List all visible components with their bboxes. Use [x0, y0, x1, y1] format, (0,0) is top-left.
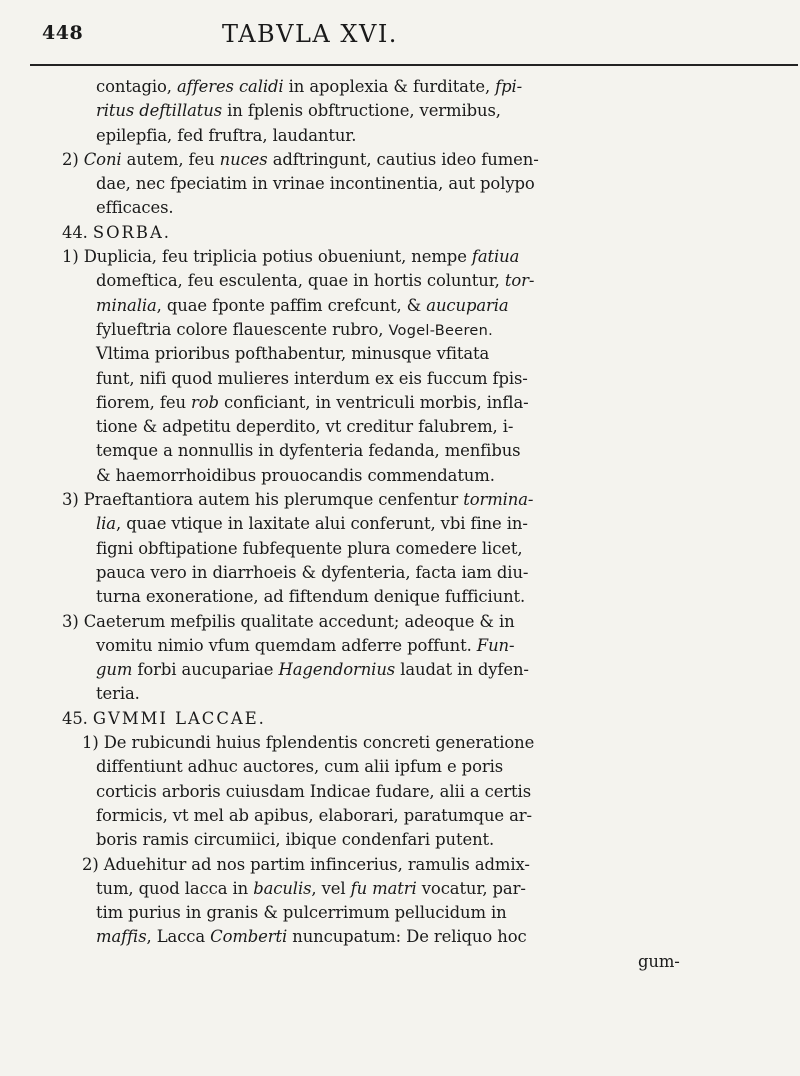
text-run: formicis, vt mel ab apibus, elaborari, paratumque ar-: [96, 805, 532, 825]
text-run: autem, feu: [121, 149, 220, 169]
item-marker: 44.: [62, 222, 93, 242]
italic-term: fu matri: [350, 878, 417, 898]
italic-term: fatiua: [471, 247, 520, 267]
italic-term: Hagendornius: [278, 660, 396, 680]
text-line: [62, 221, 774, 245]
text-line: [62, 464, 774, 488]
text-run: nuncupatum: De reliquo hoc: [287, 927, 527, 947]
text-line: [62, 294, 774, 318]
text-run: efficaces.: [96, 198, 174, 218]
text-run: gum-: [638, 951, 680, 971]
text-line: [62, 537, 774, 561]
text-run: vomitu nimio vfum quemdam adferre poffunt.: [96, 635, 477, 655]
text-run: conficiant, in ventriculi morbis, infla-: [218, 392, 529, 412]
italic-term: tor-: [504, 271, 535, 291]
text-line: [62, 707, 774, 731]
italic-term: ritus deftillatus: [96, 101, 223, 121]
italic-term: maffis: [96, 927, 147, 947]
item-marker: 2): [82, 854, 104, 874]
text-run: adftringunt, cautius ideo fumen-: [267, 149, 539, 169]
text-line: [62, 148, 774, 172]
body-text: [62, 75, 774, 974]
page-number: 448: [42, 22, 84, 44]
italic-term: Fun-: [476, 635, 515, 655]
text-run: epilepfia, fed fruftra, laudantur.: [96, 125, 357, 145]
text-line: [62, 780, 774, 804]
text-line: [62, 342, 774, 366]
text-run: , quae vtique in laxitate alui conferunt, vbi fine in-: [115, 514, 528, 534]
item-marker: 1): [62, 247, 84, 267]
item-marker: 2): [62, 149, 84, 169]
italic-term: rob: [191, 392, 219, 412]
text-line: [62, 318, 774, 342]
text-line: [62, 124, 774, 148]
text-line: [62, 950, 774, 974]
text-line: [62, 512, 774, 536]
text-line: [62, 901, 774, 925]
item-marker: 1): [82, 733, 104, 753]
item-marker: 45.: [62, 708, 93, 728]
text-run: & haemorrhoidibus prouocandis commendatum.: [96, 465, 495, 485]
text-line: [62, 245, 774, 269]
text-run: turna exoneratione, ad fiftendum denique fufficiunt.: [96, 587, 526, 607]
italic-term: Comberti: [210, 927, 288, 947]
italic-term: tormina-: [463, 490, 534, 510]
text-run: diffentiunt adhuc auctores, cum alii ipfum e poris: [96, 757, 504, 777]
text-run: , vel: [311, 878, 351, 898]
text-line: [62, 75, 774, 99]
text-line: [62, 682, 774, 706]
italic-term: minalia: [96, 295, 157, 315]
text-run: funt, nifi quod mulieres interdum ex eis fuccum fpis-: [96, 368, 528, 388]
text-line: [62, 99, 774, 123]
text-line: [62, 828, 774, 852]
section-heading: GVMMI LACCAE.: [92, 708, 266, 728]
italic-term: lia: [96, 514, 116, 534]
text-run: figni obftipatione fubfequente plura comedere licet,: [96, 538, 523, 558]
text-run: domeftica, feu esculenta, quae in hortis coluntur,: [96, 271, 505, 291]
text-line: [62, 853, 774, 877]
text-run: corticis arboris cuiusdam Indicae fudare, alii a certis: [96, 781, 531, 801]
text-run: teria.: [96, 684, 140, 704]
text-line: [62, 415, 774, 439]
text-run: Duplicia, feu triplicia potius obueniunt, nempe: [83, 247, 472, 267]
text-line: [62, 634, 774, 658]
text-run: pauca vero in diarrhoeis & dyfenteria, facta iam diu-: [96, 562, 529, 582]
text-run: dae, nec fpeciatim in vrinae incontinentia, aut polypo: [96, 174, 535, 194]
text-run: forbi aucupariae: [132, 660, 279, 680]
text-line: [62, 561, 774, 585]
text-run: in apoplexia & furditate,: [283, 77, 496, 96]
text-line: [62, 488, 774, 512]
section-heading: SORBA.: [92, 222, 171, 242]
item-marker: 3): [62, 490, 84, 510]
italic-term: aucuparia: [426, 295, 509, 315]
text-run: Vltima prioribus pofthabentur, minusque vfitata: [96, 344, 490, 364]
text-line: [62, 367, 774, 391]
text-run: fiorem, feu: [96, 392, 192, 412]
text-run: De rubicundi huius fplendentis concreti generatione: [103, 733, 535, 753]
text-run: vocatur, par-: [416, 878, 526, 898]
german-term: Vogel-Beeren.: [388, 322, 494, 339]
text-run: , quae fponte paffim crefcunt, &: [156, 295, 427, 315]
italic-term: Coni: [83, 149, 122, 169]
text-run: fylueftria colore flauescente rubro,: [96, 319, 389, 339]
text-run: laudat in dyfen-: [395, 660, 529, 680]
text-line: [62, 172, 774, 196]
text-line: [62, 755, 774, 779]
text-run: temque a nonnullis in dyfenteria fedanda, menfibus: [96, 441, 521, 461]
text-run: tim purius in granis & pulcerrimum pellucidum in: [96, 903, 507, 923]
text-run: tione & adpetitu deperdito, vt creditur falubrem, i-: [96, 417, 514, 437]
text-line: [62, 585, 774, 609]
text-line: [62, 391, 774, 415]
text-line: [62, 439, 774, 463]
text-run: , Lacca: [146, 927, 211, 947]
item-marker: 3): [62, 611, 84, 631]
text-line: [62, 731, 774, 755]
text-line: [62, 804, 774, 828]
text-line: [62, 925, 774, 949]
header-rule: [30, 64, 798, 66]
text-line: [62, 269, 774, 293]
text-run: Aduehitur ad nos partim infincerius, ramulis admix-: [103, 854, 530, 874]
text-run: contagio,: [96, 77, 177, 96]
text-line: [62, 610, 774, 634]
text-run: Caeterum mefpilis qualitate accedunt; adeoque & in: [83, 611, 515, 631]
text-run: tum, quod lacca in: [96, 878, 254, 898]
text-line: [62, 658, 774, 682]
italic-term: fpi-: [495, 77, 523, 96]
text-run: boris ramis circumiici, ibique condenfari putent.: [96, 830, 495, 850]
italic-term: afferes calidi: [177, 77, 284, 96]
running-title: TABVLA XVI.: [222, 20, 398, 48]
page-header: [0, 20, 800, 60]
italic-term: baculis: [253, 878, 312, 898]
italic-term: nuces: [219, 149, 268, 169]
text-run: Praeftantiora autem his plerumque cenfentur: [83, 490, 464, 510]
italic-term: gum: [96, 660, 133, 680]
text-run: in fplenis obftructione, vermibus,: [222, 101, 501, 121]
text-line: [62, 196, 774, 220]
text-line: [62, 877, 774, 901]
